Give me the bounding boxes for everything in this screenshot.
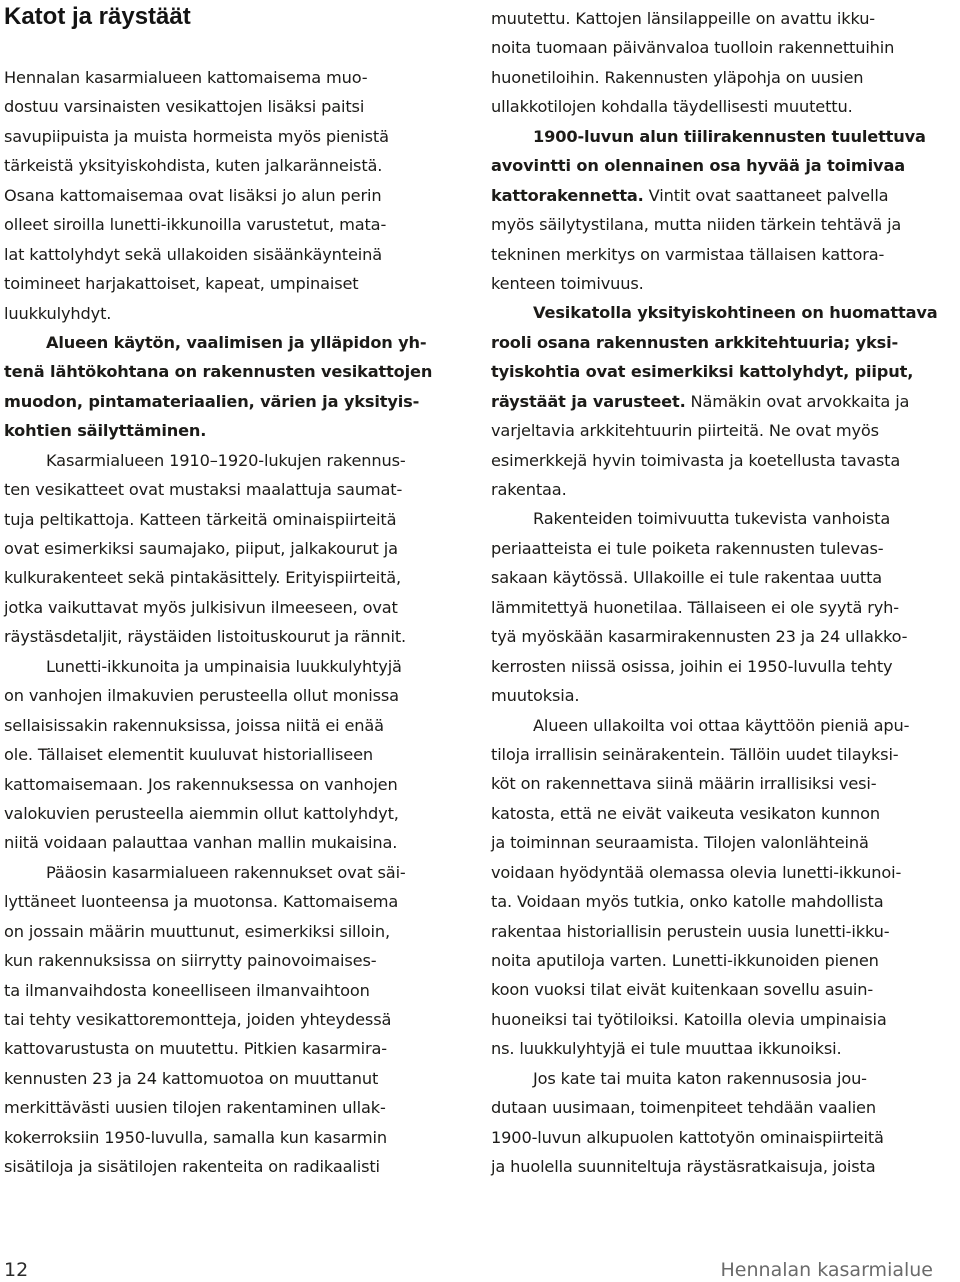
text-segment: savupiipuista ja muista hormeista myös pienistä xyxy=(4,126,389,146)
text-line xyxy=(4,151,454,180)
text-line xyxy=(491,917,941,946)
text-segment: ta ilmanvaihdosta koneelliseen ilmanvaihtoon xyxy=(4,980,370,1000)
text-line xyxy=(4,976,454,1005)
text-line xyxy=(4,946,454,975)
text-segment: Osana kattomaisemaa ovat lisäksi jo alun perin xyxy=(4,185,382,205)
text-line xyxy=(4,770,454,799)
text-line xyxy=(491,652,941,681)
text-segment: voidaan hyödyntää olemassa olevia lunetti-ikkunoi- xyxy=(491,862,902,882)
text-line xyxy=(4,681,454,710)
text-segment: jotka vaikuttavat myös julkisivun ilmeeseen, ovat xyxy=(4,597,398,617)
page-number: 12 xyxy=(4,1259,29,1281)
text-segment: Rakenteiden toimivuutta tukevista vanhoista xyxy=(533,509,891,529)
text-line xyxy=(4,387,454,416)
text-segment: ja toiminnan seuraamista. Tilojen valonlähteinä xyxy=(491,833,869,853)
text-segment: tuja peltikattoja. Katteen tärkeitä ominaispiirteitä xyxy=(4,509,397,529)
text-line xyxy=(491,1152,941,1181)
text-segment: niitä voidaan palauttaa vanhan mallin mukaisina. xyxy=(4,833,398,853)
text-segment: dostuu varsinaisten vesikattojen lisäksi paitsi xyxy=(4,97,365,117)
text-line xyxy=(491,92,941,121)
text-segment: koon vuoksi tilat eivät kuitenkaan sovellu asuin- xyxy=(491,980,874,1000)
text-line xyxy=(4,122,454,151)
text-segment: kerrosten niissä osissa, joihin ei 1950-luvulla tehty xyxy=(491,656,893,676)
text-line xyxy=(4,63,454,92)
text-line xyxy=(4,1064,454,1093)
text-segment: lyttäneet luonteensa ja muotonsa. Kattomaisema xyxy=(4,892,399,912)
text-segment: Hennalan kasarmialueen kattomaisema muo- xyxy=(4,68,368,87)
text-line xyxy=(491,1123,941,1152)
text-segment: ovat esimerkiksi saumajako, piiput, jalkakourut ja xyxy=(4,539,398,558)
text-line xyxy=(4,740,454,769)
text-segment: ole. Tällaiset elementit kuuluvat historialliseen xyxy=(4,745,374,765)
text-segment: räystäsdetaljit, räystäiden listoituskourut ja rännit. xyxy=(4,627,407,647)
text-segment: Lunetti-ikkunoita ja umpinaisia luukkulyhtyjä xyxy=(46,656,402,676)
text-line xyxy=(491,416,941,445)
text-line xyxy=(4,475,454,504)
text-line xyxy=(4,210,454,239)
text-segment: periaatteista ei tule poiketa rakennusten tulevas- xyxy=(491,538,884,558)
text-segment: Jos kate tai muita katon rakennusosia jou- xyxy=(533,1068,867,1088)
text-segment: Vintit ovat saattaneet palvella xyxy=(643,185,889,205)
text-line xyxy=(491,799,941,828)
bold-text-segment: muodon, pintamateriaalien, värien ja yksityis- xyxy=(4,391,420,411)
text-line xyxy=(491,357,941,386)
text-line xyxy=(491,946,941,975)
text-line xyxy=(491,328,941,357)
text-segment: varjeltavia arkkitehtuurin piirteitä. Ne ovat myös xyxy=(491,421,879,441)
text-line xyxy=(4,299,454,328)
text-line xyxy=(4,711,454,740)
text-line xyxy=(491,446,941,475)
bold-text-segment: kattorakennetta. xyxy=(491,185,644,205)
running-title: Hennalan kasarmialue xyxy=(720,1259,933,1281)
text-line xyxy=(4,917,454,946)
text-segment: ja huolella suunniteltuja räystäsratkaisuja, joista xyxy=(491,1157,876,1177)
text-segment: Pääosin kasarmialueen rakennukset ovat säi- xyxy=(46,862,406,882)
text-line xyxy=(491,4,941,33)
text-segment: kattomaisemaan. Jos rakennuksessa on vanhojen xyxy=(4,774,398,794)
text-segment: on jossain määrin muuttunut, esimerkiksi silloin, xyxy=(4,921,390,941)
bold-text-segment: tenä lähtökohtana on rakennusten vesikattojen xyxy=(4,362,433,382)
text-segment: olleet siroilla lunetti-ikkunoilla varustetut, mata- xyxy=(4,215,387,235)
text-segment: tyä myöskään kasarmirakennusten 23 ja 24 ullakko- xyxy=(491,627,908,647)
text-segment: Kasarmialueen 1910–1920-lukujen rakennus- xyxy=(46,450,406,470)
text-line xyxy=(4,92,454,121)
text-segment: sisätiloja ja sisätilojen rakenteita on radikaalisti xyxy=(4,1157,380,1177)
text-segment: kattovarustusta on muutettu. Pitkien kasarmira- xyxy=(4,1039,387,1059)
text-segment: kenteen toimivuus. xyxy=(491,273,644,293)
text-line xyxy=(491,534,941,563)
text-segment: tai tehty vesikattoremontteja, joiden yhteydessä xyxy=(4,1010,392,1029)
text-line xyxy=(491,151,941,180)
text-line xyxy=(4,357,454,386)
text-line xyxy=(4,1152,454,1181)
text-segment: rakentaa historiallisin perustein uusia lunetti-ikku- xyxy=(491,921,890,941)
text-line xyxy=(491,1005,941,1034)
text-line xyxy=(4,446,454,475)
text-line xyxy=(491,298,941,327)
text-line xyxy=(4,1034,454,1063)
text-segment: kun rakennuksissa on siirrytty painovoimaises- xyxy=(4,951,377,971)
text-line xyxy=(4,505,454,534)
bold-text-segment: räystäät ja varusteet. xyxy=(491,391,686,411)
text-segment: lat kattolyhdyt sekä ullakoiden sisäänkäynteinä xyxy=(4,244,383,264)
text-line xyxy=(491,563,941,592)
text-segment: ns. luukkulyhtyjä ei tule muuttaa ikkunoiksi. xyxy=(491,1039,842,1059)
text-segment: merkittävästi uusien tilojen rakentaminen ullak- xyxy=(4,1098,386,1118)
bold-text-segment: kohtien säilyttäminen. xyxy=(4,421,207,441)
text-segment: valokuvien perusteella aiemmin ollut kattolyhdyt, xyxy=(4,803,399,823)
text-segment: sakaan käytössä. Ullakoille ei tule rakentaa uutta xyxy=(491,568,883,588)
text-line xyxy=(491,622,941,651)
text-segment: Alueen ullakoilta voi ottaa käyttöön pieniä apu- xyxy=(533,715,910,735)
text-segment: 1900-luvun alkupuolen kattotyön ominaispiirteitä xyxy=(491,1127,884,1147)
left-text-column xyxy=(4,63,454,1182)
bold-text-segment: tyiskohtia ovat esimerkiksi kattolyhdyt, piiput, xyxy=(491,362,914,382)
text-segment: kennusten 23 ja 24 kattomuotoa on muuttanut xyxy=(4,1068,379,1088)
text-segment: rakentaa. xyxy=(491,480,567,499)
text-line xyxy=(4,181,454,210)
text-line xyxy=(491,828,941,857)
text-line xyxy=(491,475,941,504)
text-line xyxy=(491,975,941,1004)
text-line xyxy=(4,887,454,916)
text-line xyxy=(4,328,454,357)
text-line xyxy=(4,1123,454,1152)
text-line xyxy=(491,740,941,769)
bold-text-segment: rooli osana rakennusten arkkitehtuuria; yksi- xyxy=(491,332,899,352)
text-segment: kokerroksiin 1950-luvulla, samalla kun kasarmin xyxy=(4,1127,387,1147)
text-line xyxy=(4,269,454,298)
text-segment: sellaisissakin rakennuksissa, joissa niitä ei enää xyxy=(4,715,384,735)
right-text-column xyxy=(491,4,941,1182)
text-line xyxy=(4,1005,454,1034)
text-segment: katosta, että ne eivät vaikeuta vesikaton kunnon xyxy=(491,803,880,823)
text-line xyxy=(491,210,941,239)
text-line xyxy=(491,122,941,151)
text-segment: luukkulyhdyt. xyxy=(4,303,112,323)
text-segment: huoneiksi tai työtiloiksi. Katoilla olevia umpinaisia xyxy=(491,1009,887,1029)
text-line xyxy=(4,858,454,887)
text-line xyxy=(491,1064,941,1093)
text-line xyxy=(491,681,941,710)
bold-text-segment: avovintti on olennainen osa hyvää ja toimivaa xyxy=(491,156,905,176)
text-line xyxy=(491,858,941,887)
text-line xyxy=(4,416,454,445)
text-segment: noita tuomaan päivänvaloa tuolloin rakennettuihin xyxy=(491,38,895,58)
text-segment: tekninen merkitys on varmistaa tällaisen kattora- xyxy=(491,244,885,264)
text-line xyxy=(4,240,454,269)
text-line xyxy=(4,593,454,622)
text-segment: tärkeistä yksityiskohdista, kuten jalkaränneistä. xyxy=(4,156,383,176)
bold-text-segment: Vesikatolla yksityiskohtineen on huomattava xyxy=(533,303,938,323)
text-segment: huonetiloihin. Rakennusten yläpohja on uusien xyxy=(491,67,864,87)
text-segment: ten vesikatteet ovat mustaksi maalattuja saumat- xyxy=(4,480,403,500)
bold-text-segment: Alueen käytön, vaalimisen ja ylläpidon yh- xyxy=(46,332,427,352)
text-line xyxy=(491,387,941,416)
text-segment: esimerkkejä hyvin toimivasta ja koetellusta tavasta xyxy=(491,450,901,470)
text-line xyxy=(491,1093,941,1122)
text-line xyxy=(491,504,941,533)
text-line xyxy=(491,269,941,298)
text-segment: dutaan uusimaan, toimenpiteet tehdään vaalien xyxy=(491,1098,876,1118)
text-segment: on vanhojen ilmakuvien perusteella ollut monissa xyxy=(4,686,399,706)
text-segment: muutoksia. xyxy=(491,686,580,706)
text-segment: köt on rakennettava siinä määrin irrallisiksi vesi- xyxy=(491,774,877,794)
text-line xyxy=(4,799,454,828)
text-segment: noita aputiloja varten. Lunetti-ikkunoiden pienen xyxy=(491,951,879,970)
text-segment: ullakkotilojen kohdalla täydellisesti muutettu. xyxy=(491,97,853,117)
text-segment: myös säilytystilana, mutta niiden tärkein tehtävä ja xyxy=(491,215,902,235)
text-segment: Nämäkin ovat arvokkaita ja xyxy=(685,391,910,411)
text-segment: tiloja irrallisin seinärakentein. Tällöin uudet tilayksi- xyxy=(491,744,899,764)
text-segment: muutettu. Kattojen länsilappeille on avattu ikku- xyxy=(491,9,876,28)
text-segment: ta. Voidaan myös tutkia, onko katolle mahdollista xyxy=(491,892,884,912)
page-title: Katot ja räystäät xyxy=(4,3,191,30)
text-line xyxy=(491,711,941,740)
text-segment: lämmitettyä huonetilaa. Tällaiseen ei ole syytä ryh- xyxy=(491,597,899,617)
text-line xyxy=(4,534,454,563)
text-line xyxy=(491,769,941,798)
text-line xyxy=(4,828,454,857)
text-segment: kulkurakenteet sekä pintakäsittely. Erityispiirteitä, xyxy=(4,568,402,588)
text-line xyxy=(491,240,941,269)
text-line xyxy=(491,593,941,622)
text-line xyxy=(4,1093,454,1122)
text-line xyxy=(4,652,454,681)
text-segment: toimineet harjakattoiset, kapeat, umpinaiset xyxy=(4,274,359,294)
text-line xyxy=(491,63,941,92)
text-line xyxy=(491,181,941,210)
bold-text-segment: 1900-luvun alun tiilirakennusten tuulettuva xyxy=(533,126,926,146)
text-line xyxy=(491,33,941,62)
text-line xyxy=(491,887,941,916)
text-line xyxy=(4,622,454,651)
text-line xyxy=(491,1034,941,1063)
text-line xyxy=(4,563,454,592)
